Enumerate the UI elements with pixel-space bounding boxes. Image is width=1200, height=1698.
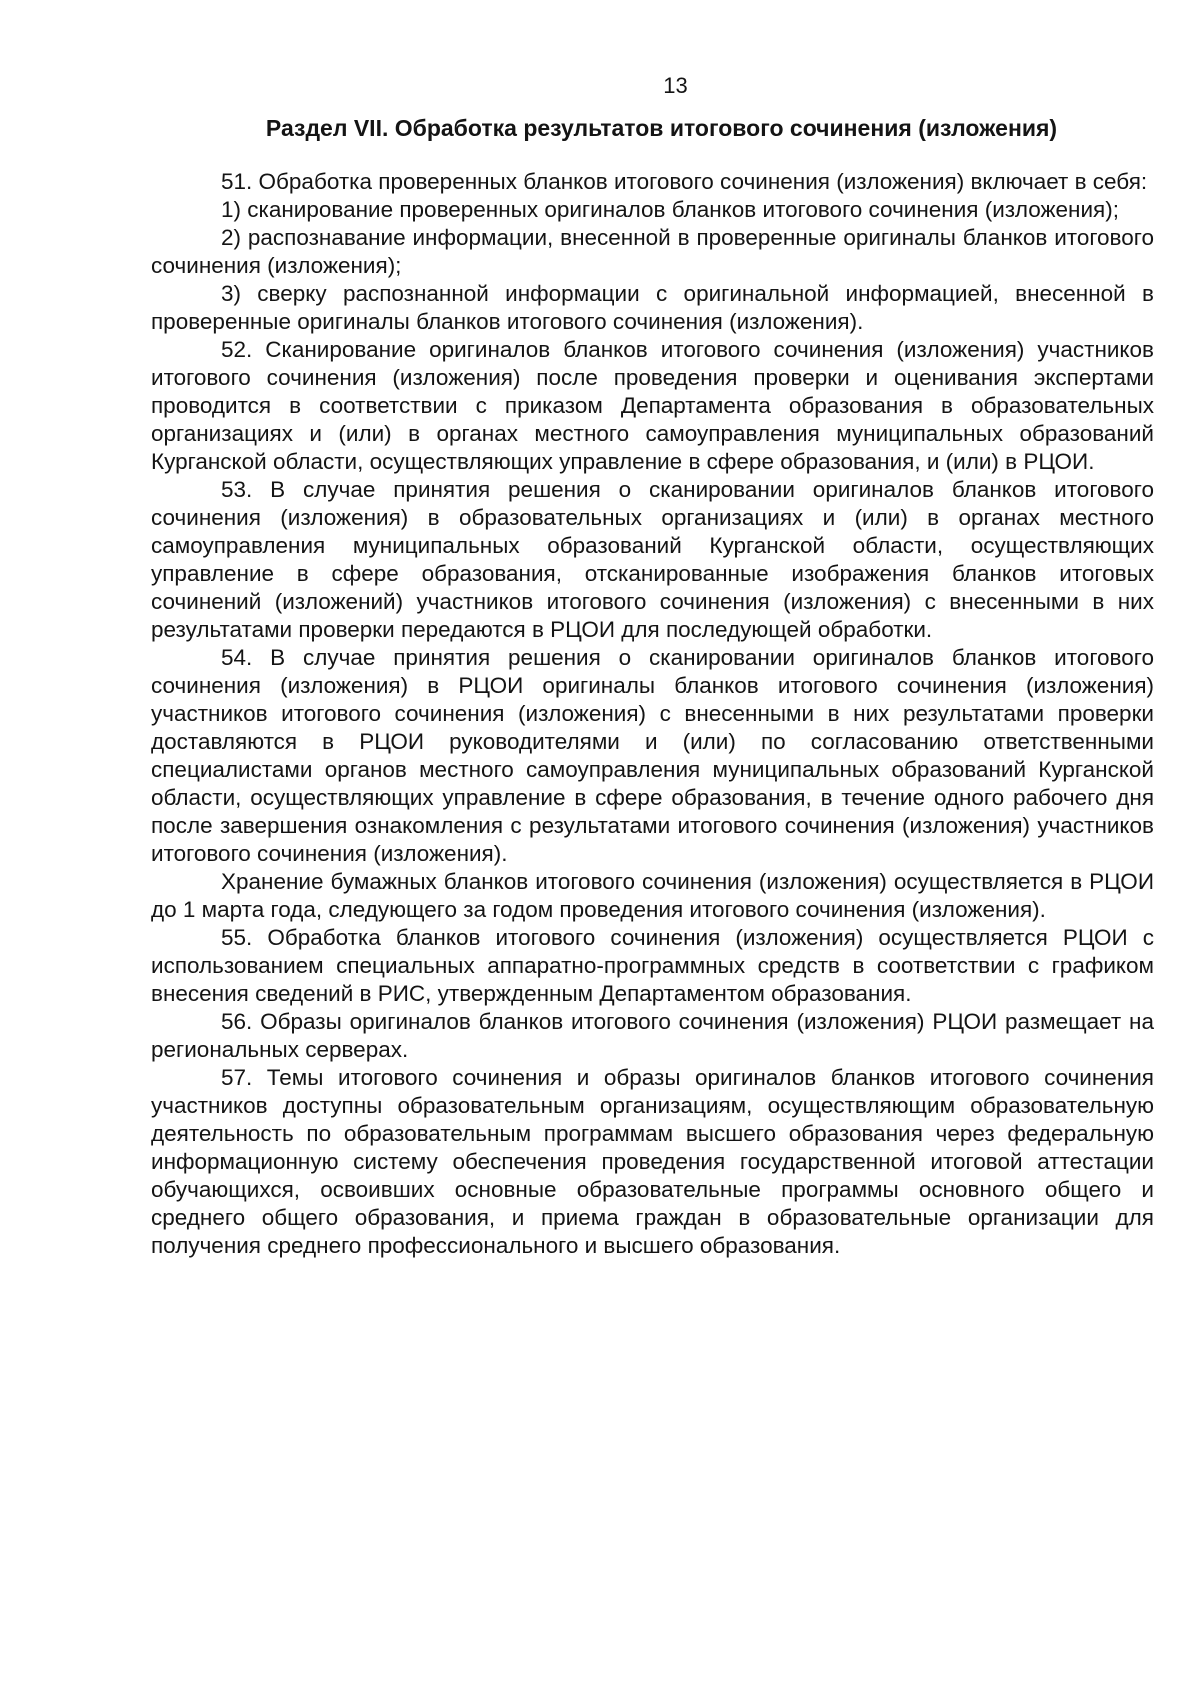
paragraph-56: 56. Образы оригиналов бланков итогового сочинения (изложения) РЦОИ размещает на региональных серверах. xyxy=(151,1009,1154,1062)
paragraph-55: 55. Обработка бланков итогового сочинения (изложения) осуществляется РЦОИ с использованием специальных аппаратно-программных средств в соответствии с графиком внесения сведений в РИС, утвержденным Департаментом образования. xyxy=(151,925,1154,1006)
list-item-verification: 3) сверку распознанной информации с оригинальной информацией, внесенной в проверенные оригиналы бланков итогового сочинения (изложения). xyxy=(151,281,1154,334)
paragraph-54: 54. В случае принятия решения о сканировании оригиналов бланков итогового сочинения (изложения) в РЦОИ оригиналы бланков итогового сочинения (изложения) участников итогового сочинения (изложения) с внесенными в них результатами проверки доставляются в РЦОИ руководителями и (или) по согласованию ответственными специалистами органов местного самоуправления муниципальных образований Курганской области, осуществляющих управление в сфере образования, в течение одного рабочего дня после завершения ознакомления с результатами итогового сочинения (изложения) участников итогового сочинения (изложения). xyxy=(151,645,1154,866)
paragraph-57: 57. Темы итогового сочинения и образы оригиналов бланков итогового сочинения участников доступны образовательным организациям, осуществляющим образовательную деятельность по образовательным программам высшего образования через федеральную информационную систему обеспечения проведения государственной итоговой аттестации обучающихся, освоивших основные образовательные программы основного общего и среднего общего образования, и приема граждан в образовательные организации для получения среднего профессионального и высшего образования. xyxy=(151,1065,1154,1258)
paragraph-53: 53. В случае принятия решения о сканировании оригиналов бланков итогового сочинения (изложения) в образовательных организациях и (или) в органах местного самоуправления муниципальных образований Курганской области, осуществляющих управление в сфере образования, отсканированные изображения бланков итоговых сочинений (изложений) участников итогового сочинения (изложения) с внесенными в них результатами проверки передаются в РЦОИ для последующей обработки. xyxy=(151,477,1154,642)
page-number: 13 xyxy=(663,73,688,98)
paragraph-52: 52. Сканирование оригиналов бланков итогового сочинения (изложения) участников итогового сочинения (изложения) после проведения проверки и оценивания экспертами проводится в соответствии с приказом Департамента образования в образовательных организациях и (или) в органах местного самоуправления муниципальных образований Курганской области, осуществляющих управление в сфере образования, и (или) в РЦОИ. xyxy=(151,337,1154,474)
list-item-recognition: 2) распознавание информации, внесенной в проверенные оригиналы бланков итогового сочинения (изложения); xyxy=(151,225,1154,278)
list-item-scanning: 1) сканирование проверенных оригиналов бланков итогового сочинения (изложения); xyxy=(221,197,1119,222)
paragraph-51: 51. Обработка проверенных бланков итогового сочинения (изложения) включает в себя: xyxy=(221,169,1148,194)
paragraph-storage: Хранение бумажных бланков итогового сочинения (изложения) осуществляется в РЦОИ до 1 марта года, следующего за годом проведения итогового сочинения (изложения). xyxy=(151,869,1154,922)
section-title: Раздел VII. Обработка результатов итогового сочинения (изложения) xyxy=(265,115,1058,141)
